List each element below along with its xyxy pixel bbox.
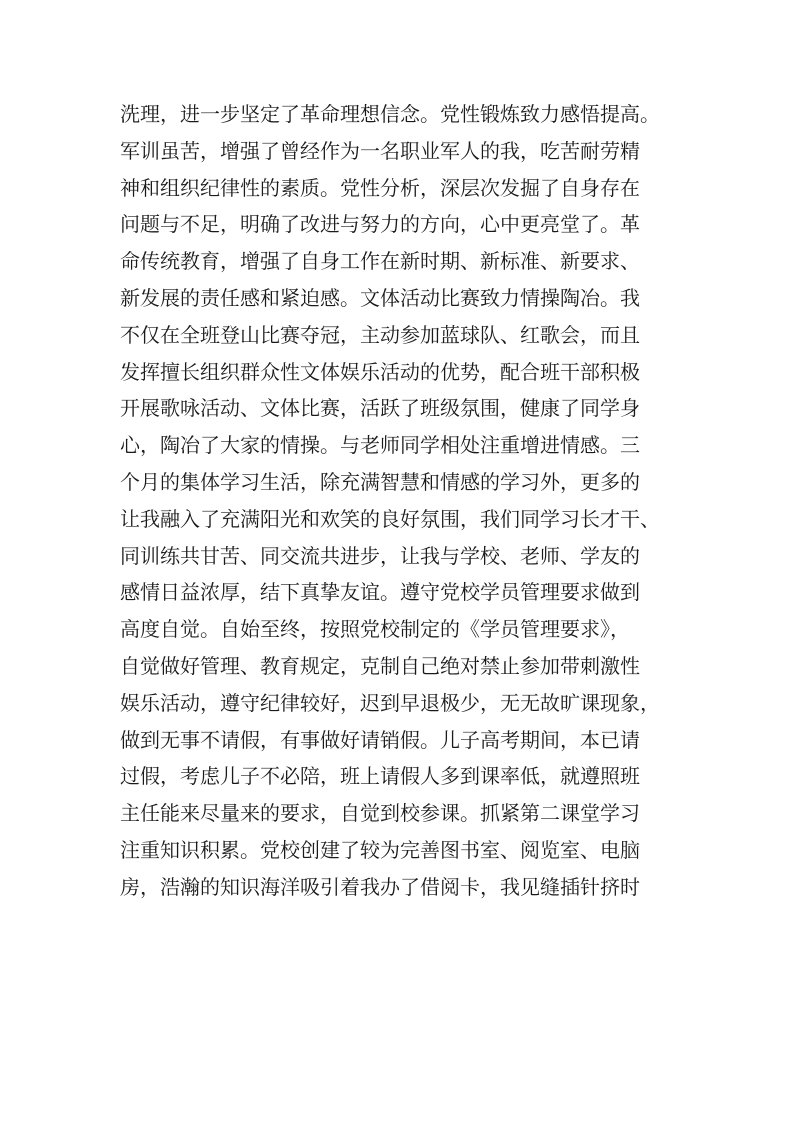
body-text (120, 96, 700, 906)
text-line: 过假，考虑儿子不必陪，班上请假人多到课率低，就遵照班 (120, 764, 640, 789)
text-line: 自觉做好管理、教育规定，克制自己绝对禁止参加带刺激性 (120, 653, 640, 678)
text-line: 房，浩瀚的知识海洋吸引着我办了借阅卡，我见缝插针挤时 (120, 874, 640, 899)
text-line: 神和组织纪律性的素质。党性分析，深层次发掘了自身存在 (120, 175, 640, 200)
text-line: 洗理，进一步坚定了革命理想信念。党性锻炼致力感悟提高。 (120, 102, 660, 126)
text-line: 命传统教育，增强了自身工作在新时期、新标准、新要求、 (120, 249, 640, 274)
text-line: 主任能来尽量来的要求，自觉到校参课。抓紧第二课堂学习 (120, 801, 640, 826)
text-line: 军训虽苦，增强了曾经作为一名职业军人的我，吃苦耐劳精 (120, 138, 640, 163)
text-line: 不仅在全班登山比赛夺冠，主动参加蓝球队、红歌会，而且 (120, 322, 640, 347)
text-line: 开展歌咏活动、文体比赛，活跃了班级氛围，健康了同学身 (120, 396, 640, 421)
text-line: 问题与不足，明确了改进与努力的方向，心中更亮堂了。革 (120, 212, 640, 237)
text-line: 个月的集体学习生活，除充满智慧和情感的学习外，更多的 (120, 469, 640, 494)
text-line: 心，陶冶了大家的情操。与老师同学相处注重增进情感。三 (120, 433, 640, 458)
text-line: 感情日益浓厚，结下真挚友谊。遵守党校学员管理要求做到 (120, 580, 640, 605)
text-line: 发挥擅长组织群众性文体娱乐活动的优势，配合班干部积极 (120, 359, 640, 384)
text-line: 注重知识积累。党校创建了较为完善图书室、阅览室、电脑 (120, 837, 640, 862)
text-line: 同训练共甘苦、同交流共进步，让我与学校、老师、学友的 (120, 543, 640, 568)
text-line: 高度自觉。自始至终，按照党校制定的《学员管理要求》， (120, 617, 630, 642)
text-line: 让我融入了充满阳光和欢笑的良好氛围，我们同学习长才干、 (120, 506, 660, 531)
text-line: 新发展的责任感和紧迫感。文体活动比赛致力情操陶冶。我 (120, 285, 640, 310)
text-line: 娱乐活动，遵守纪律较好，迟到早退极少，无无故旷课现象， (120, 690, 660, 715)
text-line: 做到无事不请假，有事做好请销假。儿子高考期间，本已请 (120, 727, 640, 752)
